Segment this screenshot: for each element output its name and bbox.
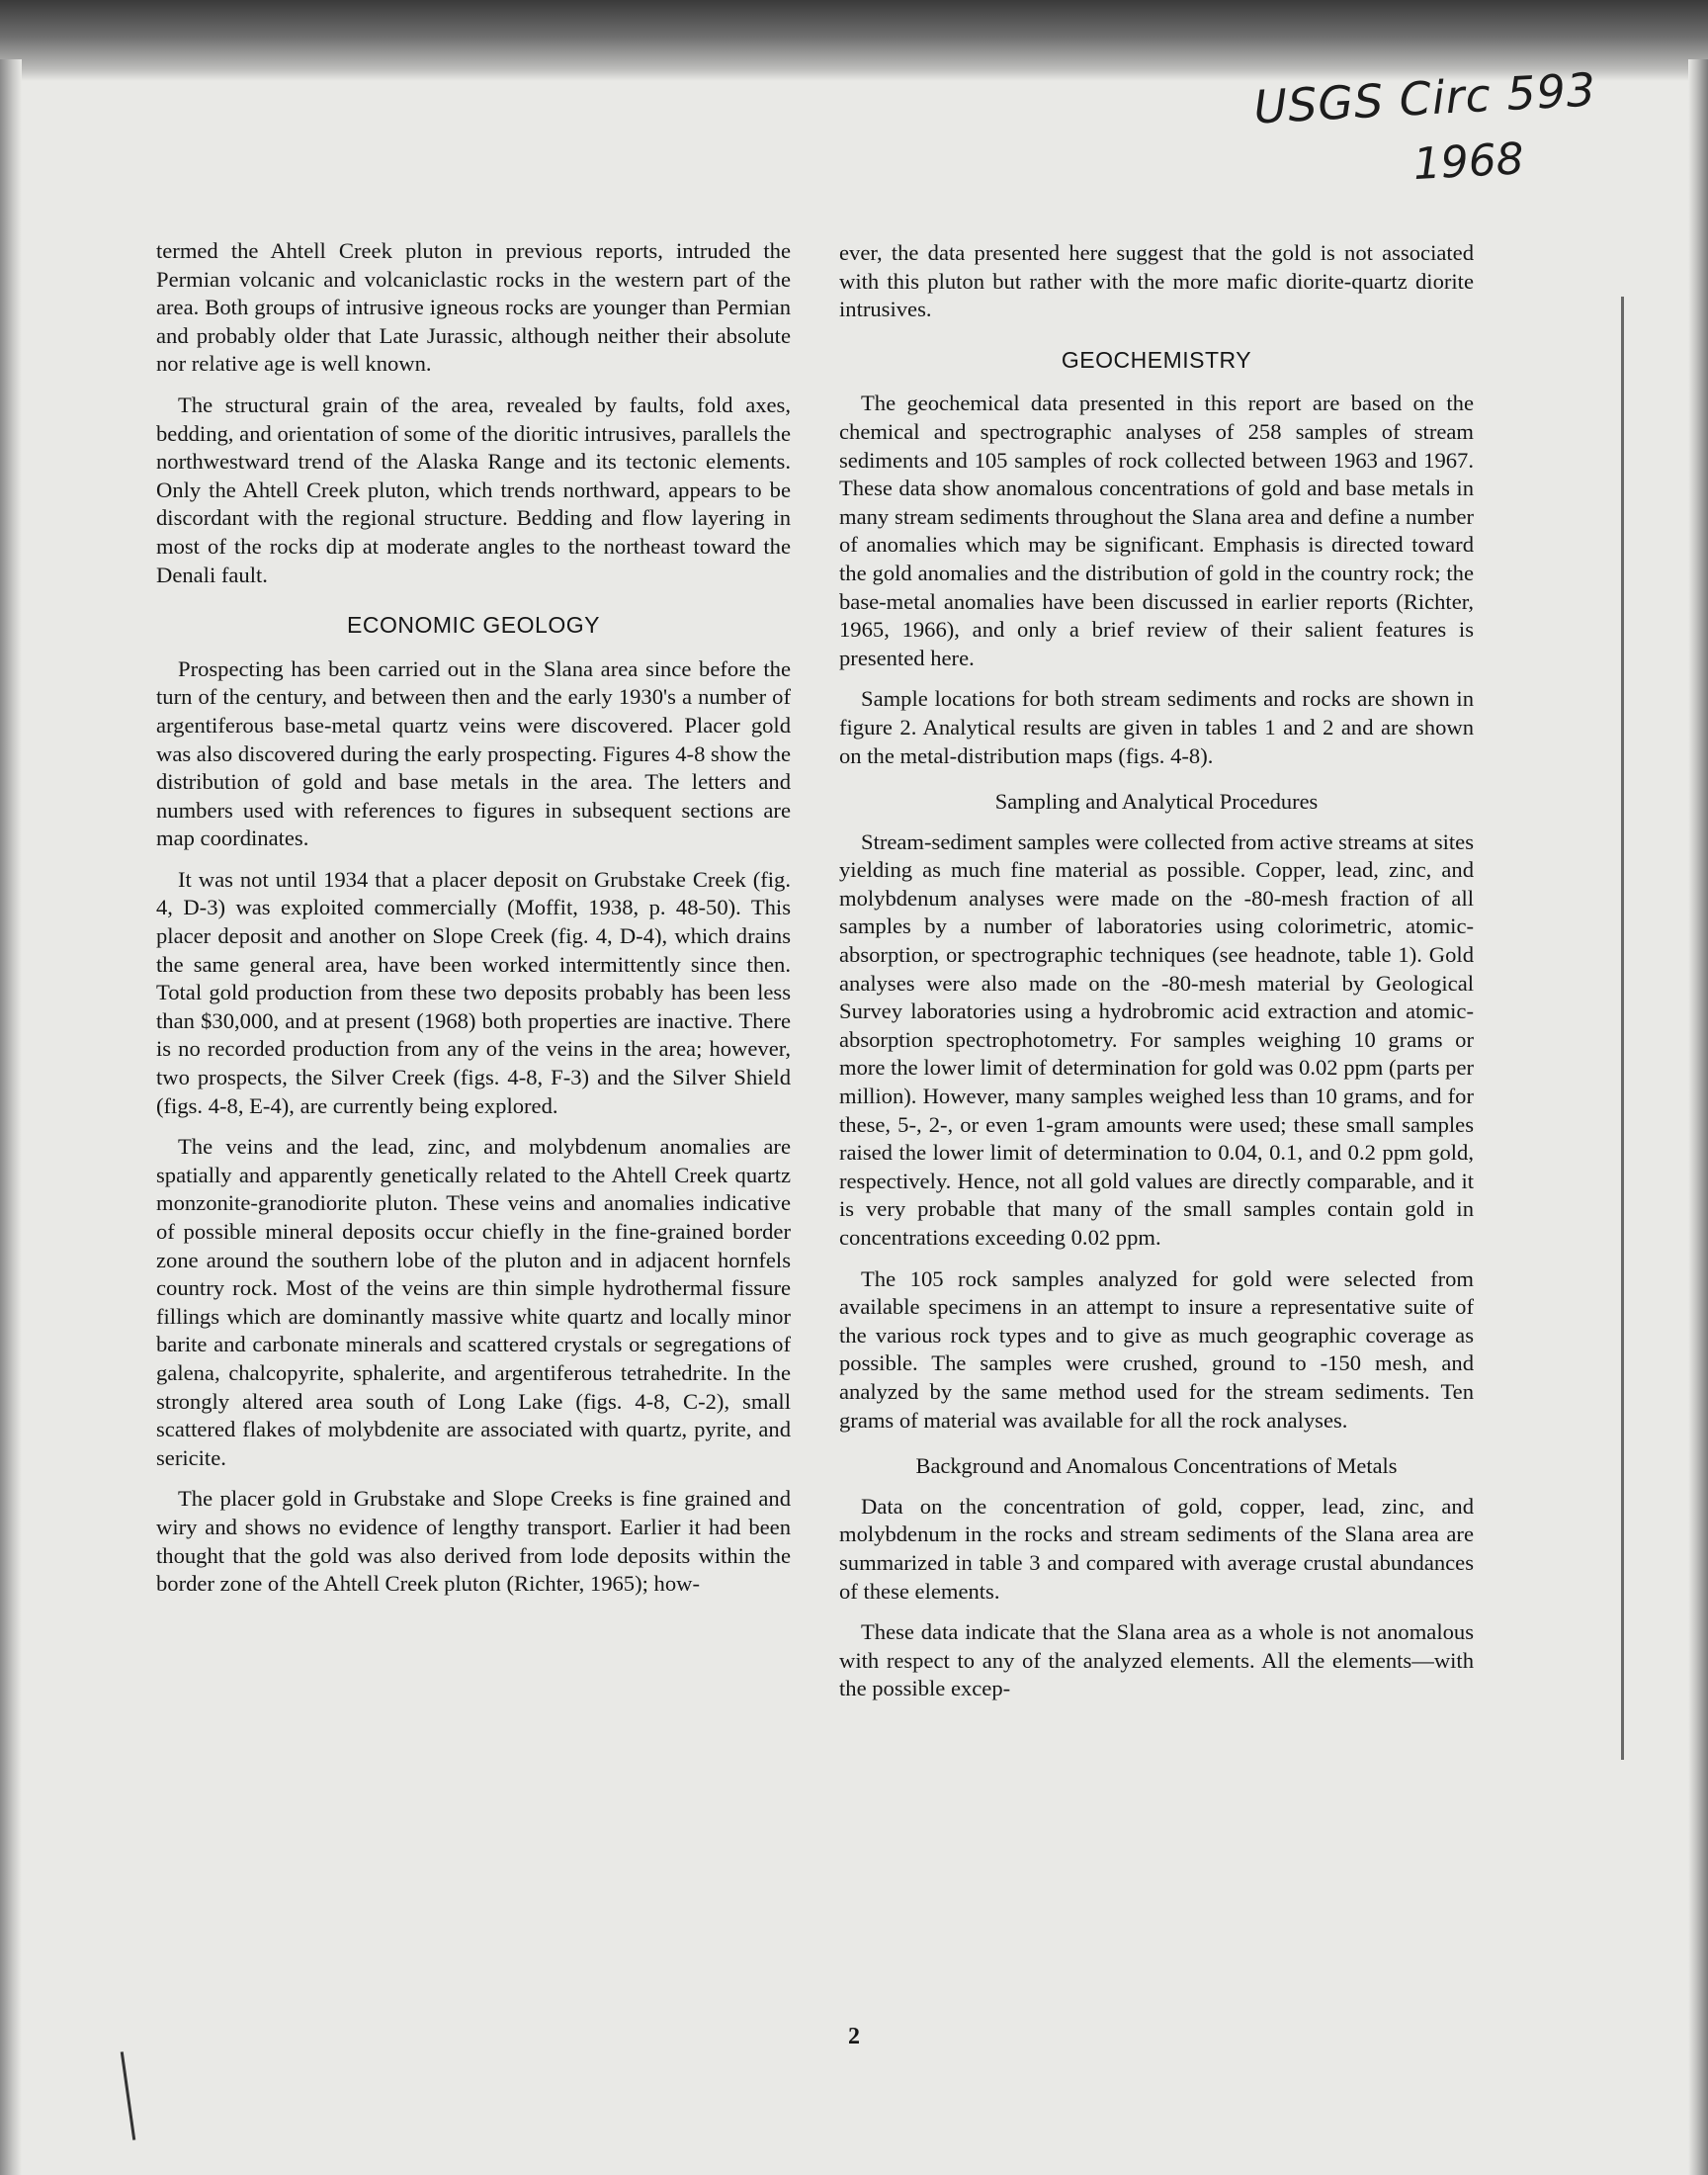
paragraph: Data on the concentration of gold, copper, lead, zinc, and molybdenum in the rocks and stream sediments of the Slana area are summarized in table 3 and compared with average crustal abundances of these elements. (839, 1493, 1474, 1604)
paragraph: The geochemical data presented in this report are based on the chemical and spectrographic analyses of 258 samples of stream sediments and 105 samples of rock collected between 1963 and 1967. These data show anomalous concentrations of gold and base metals in many stream sediments throughout the Slana area and define a number of anomalies which may be significant. Emphasis is directed toward the gold anomalies and the distribution of gold in the country rock; the base-metal anomalies have been discussed in earlier reports (Richter, 1965, 1966), and only a brief review of their salient features is presented here. (839, 391, 1474, 670)
right-column (839, 239, 1474, 1716)
scan-shadow-right (1688, 59, 1708, 2175)
scan-shadow-left (0, 59, 22, 2175)
paragraph: The placer gold in Grubstake and Slope Creeks is fine grained and wiry and shows no evidence of lengthy transport. Earlier it had been thought that the gold was also derived from lode deposits within the border zone of the Ahtell Creek pluton (Richter, 1965); how- (156, 1486, 791, 1597)
handwritten-annotation (1252, 62, 1614, 199)
paragraph: These data indicate that the Slana area as a whole is not anomalous with respect to any of the analyzed elements. All the elements—with the possible excep- (839, 1619, 1474, 1701)
paragraph: Stream-sediment samples were collected from active streams at sites yielding as much fine material as possible. Copper, lead, zinc, and molybdenum analyses were made on the -80-mesh fraction of all samples by a number of laboratories using colorimetric, atomic-absorption, or spectrographic techniques (see headnote, table 1). Gold analyses were also made on the -80-mesh material by Geological Survey laboratories using a hydrobromic acid extraction and atomic-absorption spectrophotometry. For samples weighing 10 grams or more the lower limit of determination for gold was 0.02 ppm (parts per million). However, many samples weighed less than 10 grams, and for these, 5-, 2-, or even 1-gram amounts were used; these small samples raised the lower limit of determination to 0.04, 0.1, and 0.2 ppm gold, respectively. Hence, not all gold values are directly comparable, and it is very probable that many of the small samples contain gold in concentrations exceeding 0.02 ppm. (839, 828, 1474, 1250)
subheading-sampling: Sampling and Analytical Procedures (994, 789, 1319, 815)
paragraph: ever, the data presented here suggest that the gold is not associated with this pluton but rather with the more mafic diorite-quartz diorite intrusives. (839, 240, 1474, 322)
paragraph: It was not until 1934 that a placer deposit on Grubstake Creek (fig. 4, D-3) was exploited commercially (Moffit, 1938, p. 48-50). This placer deposit and another on Slope Creek (fig. 4, D-4), which drains the same general area, have been worked intermittently since then. Total gold production from these two deposits probably has been less than $30,000, and at present (1968) both properties are inactive. There is no recorded production from any of the veins in the area; however, two prospects, the Silver Creek (figs. 4-8, F-3) and the Silver Shield (figs. 4-8, E-4), are currently being explored. (156, 866, 791, 1118)
margin-rule (1621, 297, 1624, 1760)
subheading-background: Background and Anomalous Concentrations of Metals (915, 1453, 1398, 1479)
paragraph: The veins and the lead, zinc, and molybdenum anomalies are spatially and apparently genetically related to the Ahtell Creek quartz monzonite-granodiorite pluton. These veins and anomalies indicative of possible mineral deposits occur chiefly in the fine-grained border zone around the southern lobe of the pluton and in adjacent hornfels country rock. Most of the veins are thin simple hydrothermal fissure fillings which are dominantly massive white quartz and locally minor barite and carbonate minerals and scattered crystals or segregations of galena, chalcopyrite, sphalerite, and argentiferous tetrahedrite. In the strongly altered area south of Long Lake (figs. 4-8, C-2), small scattered flakes of molybdenite are associated with quartz, pyrite, and sericite. (156, 1134, 791, 1470)
page-number: 2 (848, 2024, 860, 2049)
paragraph: The 105 rock samples analyzed for gold were selected from available specimens in an attempt to insure a representative suite of the various rock types and to give as much geographic coverage as possible. The samples were crushed, ground to -150 mesh, and analyzed by the same method used for the stream sediments. Ten grams of material was available for all the rock analyses. (839, 1265, 1474, 1433)
paragraph: The structural grain of the area, revealed by faults, fold axes, bedding, and orientation of some of the dioritic intrusives, parallels the northwestward trend of the Alaska Range and its tectonic elements. Only the Ahtell Creek pluton, which trends northward, appears to be discordant with the regional structure. Bedding and flow layering in most of the rocks dip at moderate angles to the northeast toward the Denali fault. (156, 392, 791, 587)
paragraph: Sample locations for both stream sediments and rocks are shown in figure 2. Analytical results are given in tables 1 and 2 and are shown on the metal-distribution maps (figs. 4-8). (839, 686, 1474, 768)
paragraph: termed the Ahtell Creek pluton in previous reports, intruded the Permian volcanic and volcaniclastic rocks in the western part of the area. Both groups of intrusive igneous rocks are younger than Permian and probably older that Late Jurassic, although neither their absolute nor relative age is well known. (156, 238, 791, 377)
paragraph: Prospecting has been carried out in the Slana area since before the turn of the century, and between then and the early 1930's a number of argentiferous base-metal quartz veins were discovered. Placer gold was also discovered during the early prospecting. Figures 4-8 show the distribution of gold and base metals in the area. The letters and numbers used with references to figures in subsequent sections are map coordinates. (156, 655, 791, 851)
margin-mark (121, 2051, 135, 2140)
section-heading-geochemistry: GEOCHEMISTRY (1061, 346, 1252, 373)
left-column (156, 237, 791, 1611)
section-heading-economic-geology: ECONOMIC GEOLOGY (347, 612, 600, 639)
scan-shadow-top (0, 0, 1708, 81)
handwritten-year: 1968 (1411, 133, 1525, 191)
handwritten-citation: USGS Circ 593 (1252, 62, 1598, 134)
